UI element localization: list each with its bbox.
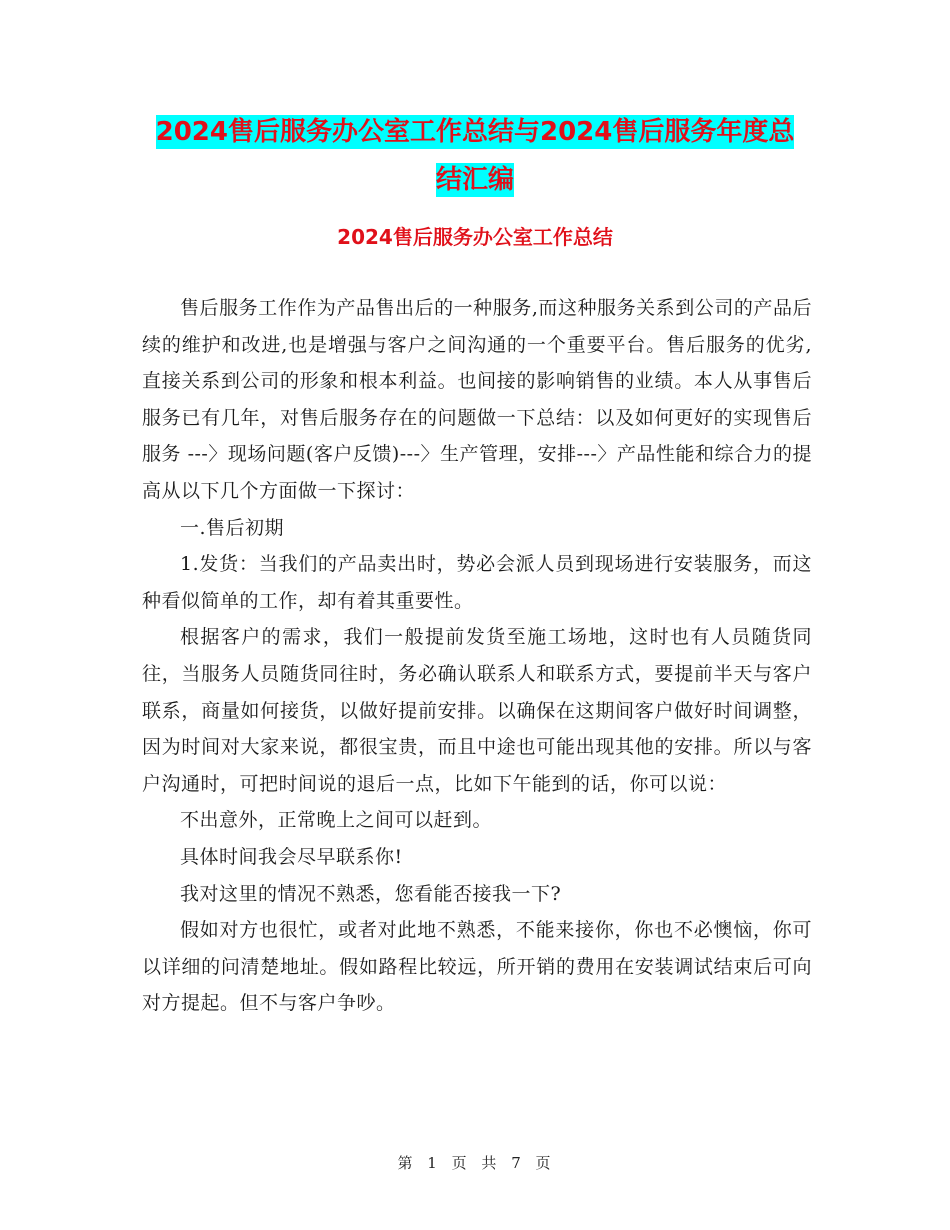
paragraph-quote-1: 不出意外，正常晚上之间可以赶到。 [180,809,493,832]
document-body [142,290,812,1022]
footer-label-page-unit: 页 [451,1154,469,1172]
footer-total-pages: 7 [511,1154,523,1172]
footer-label-page: 第 [397,1154,415,1172]
paragraph-travel-costs: 假如对方也很忙，或者对此地不熟悉，不能来接你，你也不必懊恼，你可以详细的问清楚地址。假如路程比较远，所开销的费用在安装调试结束后可向对方提起。但不与客户争吵。 [142,919,812,1015]
document-title-line2: 结汇编 [435,165,514,195]
paragraph-customer-needs: 根据客户的需求，我们一般提前发货至施工场地，这时也有人员随货同往，当服务人员随货同往时，务必确认联系人和联系方式，要提前半天与客户联系，商量如何接货，以做好提前安排。以确保在这期间客户做好时间调整，因为时间对大家来说，都很宝贵，而且中途也可能出现其他的安排。所以与客户沟通时，可把时间说的退后一点，比如下午能到的话，你可以说： [142,626,812,795]
footer-label-total-unit: 页 [535,1154,553,1172]
paragraph-heading-initial-stage: 一.售后初期 [180,516,285,539]
document-title-line1: 2024售后服务办公室工作总结与2024售后服务年度总 [155,117,795,147]
footer-label-total: 共 [481,1154,499,1172]
paragraph-quote-2: 具体时间我会尽早联系你! [180,845,403,868]
paragraph-shipping: 1.发货：当我们的产品卖出时，势必会派人员到现场进行安装服务，而这种看似简单的工作，却有着其重要性。 [142,553,812,612]
page-footer [0,1152,950,1173]
paragraph-quote-3: 我对这里的情况不熟悉，您看能否接我一下? [180,882,562,905]
footer-page-number: 1 [427,1154,439,1172]
section-title: 2024售后服务办公室工作总结 [337,225,613,249]
paragraph-intro: 售后服务工作作为产品售出后的一种服务,而这种服务关系到公司的产品后续的维护和改进,也是增强与客户之间沟通的一个重要平台。售后服务的优劣,直接关系到公司的形象和根本利益。也间接的影响销售的业绩。本人从事售后服务已有几年，对售后服务存在的问题做一下总结：以及如何更好的实现售后服务 ---〉现场问题(客户反馈)---〉生产管理，安排---〉产品性能和综合力的提高从以下几个方面做一下探讨： [142,297,812,502]
document-title [140,108,810,204]
